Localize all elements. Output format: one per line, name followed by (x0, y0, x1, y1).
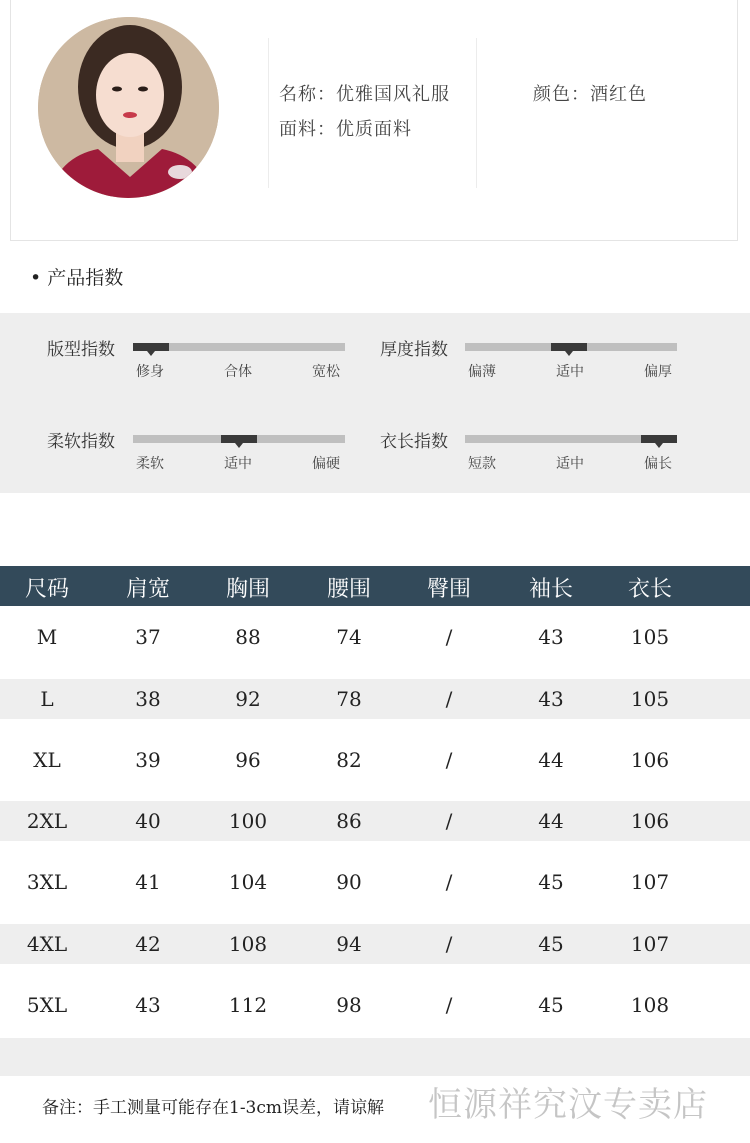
index-knob (221, 435, 257, 443)
table-cell: 42 (135, 932, 161, 956)
table-cell: L (40, 687, 54, 711)
table-row (0, 617, 750, 657)
table-cell: 88 (235, 625, 261, 649)
table-cell: 4XL (26, 932, 68, 956)
table-row (0, 740, 750, 780)
table-cell: 107 (630, 932, 670, 956)
product-name: 名称：优雅国风礼服 (279, 84, 450, 105)
table-cell: 45 (538, 993, 564, 1017)
table-cell: 112 (228, 993, 268, 1017)
table-cell: / (445, 993, 453, 1017)
table-cell: 105 (630, 625, 670, 649)
table-cell: 106 (630, 748, 670, 772)
index-tick: 偏硬 (312, 456, 340, 472)
table-cell: 44 (538, 809, 564, 833)
table-cell: / (445, 748, 453, 772)
table-cell: 86 (336, 809, 362, 833)
index-tick: 宽松 (312, 364, 340, 380)
index-tick: 适中 (224, 456, 252, 472)
table-cell: 40 (135, 809, 161, 833)
column-header: 肩宽 (125, 577, 170, 602)
index-tick: 合体 (224, 364, 252, 380)
table-cell: / (445, 687, 453, 711)
index-knob (551, 343, 587, 351)
product-index-panel (0, 313, 750, 493)
table-cell: 78 (336, 687, 362, 711)
column-header: 臀围 (426, 577, 471, 602)
info-divider (476, 38, 477, 188)
table-cell: 107 (630, 870, 670, 894)
index-tick: 偏长 (644, 456, 672, 472)
table-cell: 39 (135, 748, 161, 772)
table-row (0, 679, 750, 719)
section-title: • 产品指数 (30, 267, 124, 289)
table-cell: 108 (228, 932, 268, 956)
model-avatar (38, 17, 219, 198)
table-cell: 44 (538, 748, 564, 772)
table-cell: 45 (538, 932, 564, 956)
table-cell: 5XL (26, 993, 68, 1017)
table-cell: / (445, 932, 453, 956)
index-knob (641, 435, 677, 443)
table-cell: 90 (336, 870, 362, 894)
table-row (0, 985, 750, 1025)
table-cell: 82 (336, 748, 362, 772)
size-table-header (0, 566, 750, 606)
table-row (0, 801, 750, 841)
index-tick: 适中 (556, 364, 584, 380)
table-cell: / (445, 625, 453, 649)
column-header: 腰围 (326, 577, 371, 602)
index-track (133, 435, 345, 443)
table-cell: 37 (135, 625, 161, 649)
column-header: 衣长 (627, 577, 672, 602)
table-cell: 3XL (26, 870, 68, 894)
table-cell: 92 (235, 687, 261, 711)
table-bottom-band (0, 1038, 750, 1076)
index-track (465, 435, 677, 443)
table-cell: 41 (135, 870, 161, 894)
table-cell: 96 (235, 748, 261, 772)
table-cell: 104 (228, 870, 268, 894)
column-header: 胸围 (225, 577, 270, 602)
table-cell: / (445, 870, 453, 894)
index-tick: 柔软 (136, 456, 164, 472)
index-track (133, 343, 345, 351)
index-tick: 修身 (136, 364, 164, 380)
table-cell: XL (33, 748, 61, 772)
index-tick: 短款 (468, 456, 496, 472)
table-cell: 2XL (26, 809, 68, 833)
table-cell: M (36, 625, 58, 649)
table-cell: 94 (336, 932, 362, 956)
index-tick: 偏薄 (468, 364, 496, 380)
table-cell: 43 (538, 625, 564, 649)
column-header: 尺码 (24, 577, 69, 602)
table-cell: / (445, 809, 453, 833)
table-cell: 108 (630, 993, 670, 1017)
table-cell: 74 (336, 625, 362, 649)
measurement-note: 备注：手工测量可能存在1-3cm误差，请谅解 (42, 1098, 385, 1118)
table-cell: 100 (228, 809, 268, 833)
index-knob (133, 343, 169, 351)
table-row (0, 924, 750, 964)
table-cell: 106 (630, 809, 670, 833)
index-tick: 适中 (556, 456, 584, 472)
model-portrait-icon (38, 17, 219, 198)
product-fabric: 面料：优质面料 (279, 119, 412, 140)
table-cell: 45 (538, 870, 564, 894)
index-label: 版型指数 (47, 340, 115, 360)
index-label: 厚度指数 (380, 340, 448, 360)
table-cell: 105 (630, 687, 670, 711)
column-header: 袖长 (528, 577, 573, 602)
product-color: 颜色：酒红色 (533, 84, 647, 105)
shop-watermark: 恒源祥究汶专卖店 (428, 1085, 708, 1125)
table-row (0, 862, 750, 902)
table-cell: 43 (135, 993, 161, 1017)
info-divider (268, 38, 269, 188)
table-cell: 43 (538, 687, 564, 711)
table-cell: 98 (336, 993, 362, 1017)
table-cell: 38 (135, 687, 161, 711)
index-tick: 偏厚 (644, 364, 672, 380)
index-label: 柔软指数 (47, 432, 115, 452)
index-label: 衣长指数 (380, 432, 448, 452)
index-track (465, 343, 677, 351)
